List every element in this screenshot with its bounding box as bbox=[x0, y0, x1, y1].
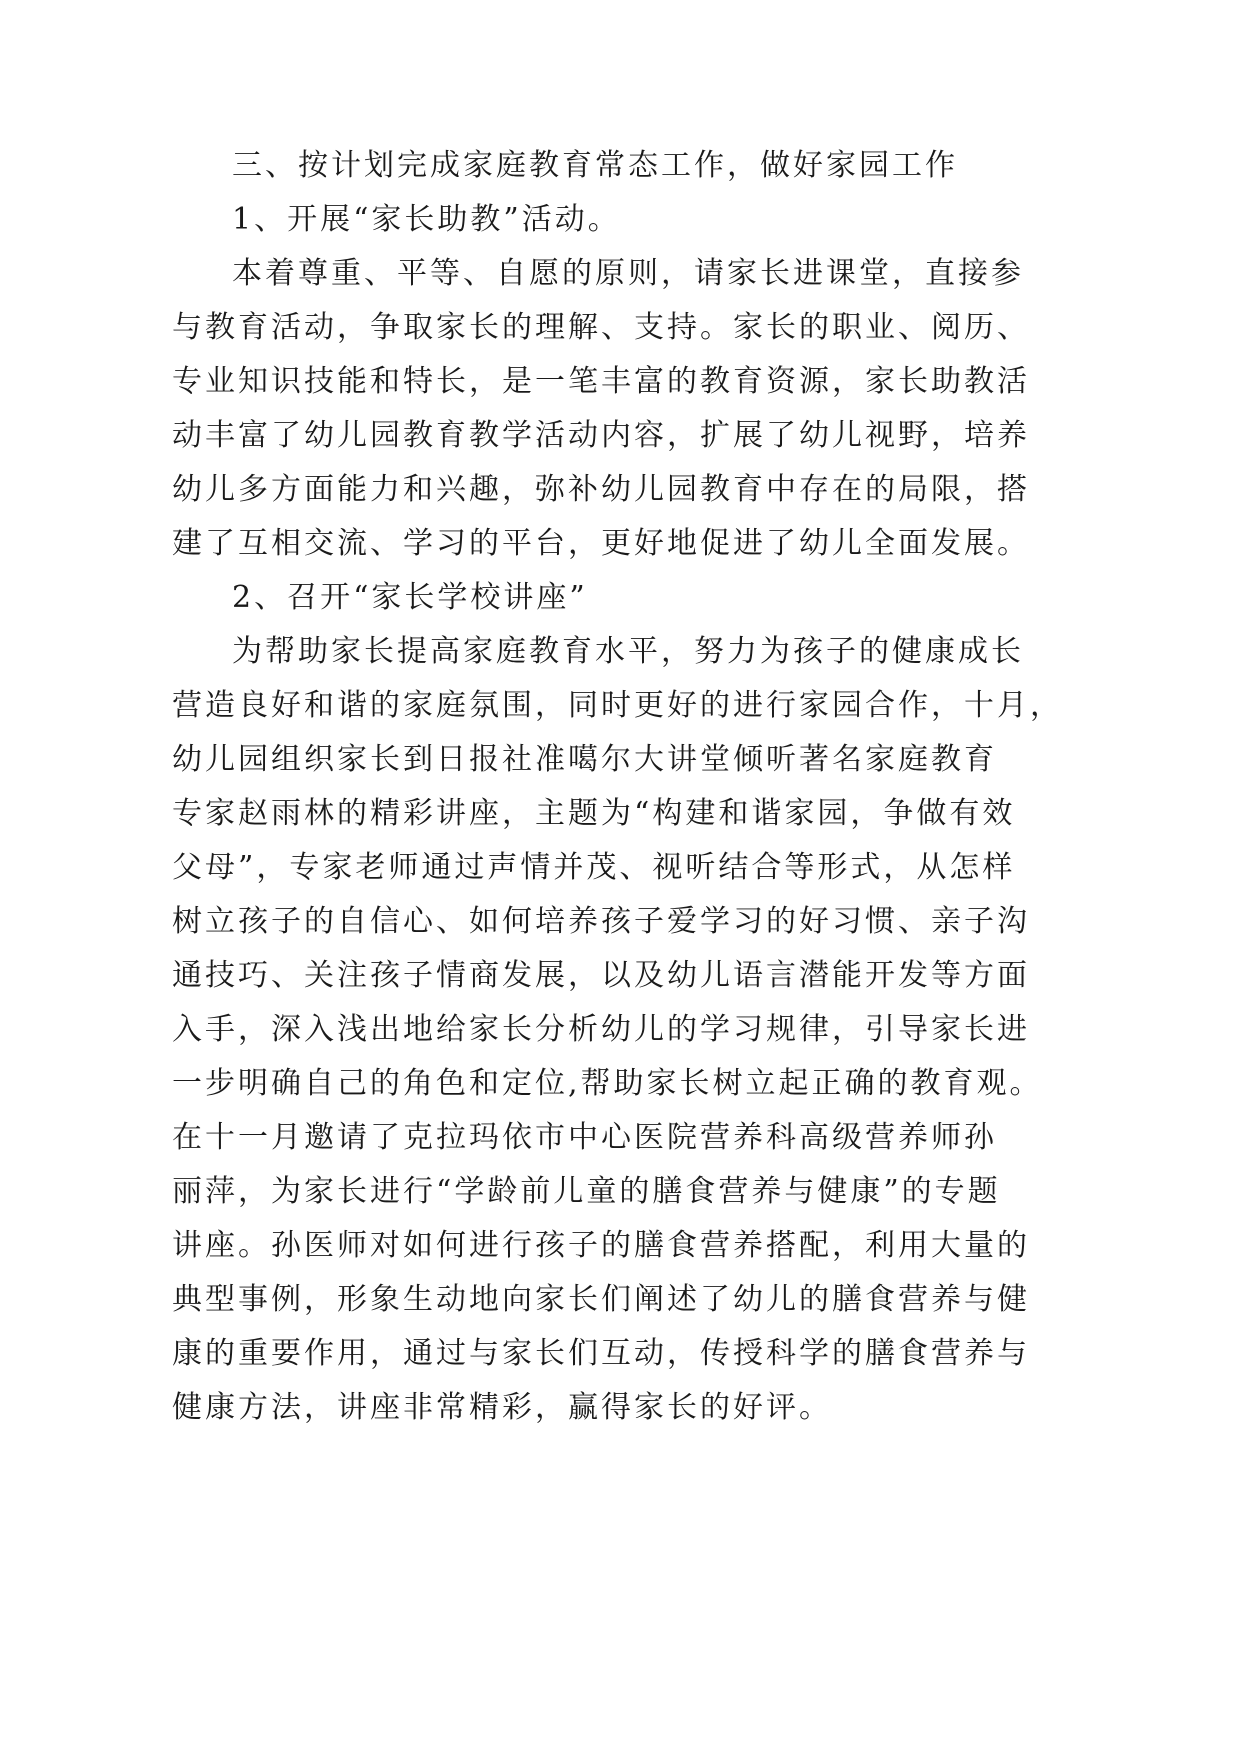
paragraph-line: 丽萍，为家长进行“学龄前儿童的膳食营养与健康”的专题 bbox=[172, 1174, 1001, 1209]
paragraph-line: 为帮助家长提高家庭教育水平，努力为孩子的健康成长 bbox=[232, 634, 1024, 669]
subsection-heading-parent-school: 2、召开“家长学校讲座” bbox=[232, 580, 588, 615]
paragraph-line: 幼儿多方面能力和兴趣，弥补幼儿园教育中存在的局限，搭 bbox=[172, 472, 1030, 507]
paragraph-line: 树立孩子的自信心、如何培养孩子爱学习的好习惯、亲子沟 bbox=[172, 904, 1030, 939]
paragraph-line: 在十一月邀请了克拉玛依市中心医院营养科高级营养师孙 bbox=[172, 1120, 997, 1155]
paragraph-line: 专业知识技能和特长，是一笔丰富的教育资源，家长助教活 bbox=[172, 364, 1030, 399]
paragraph-line: 与教育活动，争取家长的理解、支持。家长的职业、阅历、 bbox=[172, 310, 1030, 345]
paragraph-line: 通技巧、关注孩子情商发展，以及幼儿语言潜能开发等方面 bbox=[172, 958, 1030, 993]
paragraph-line: 一步明确自己的角色和定位,帮助家长树立起正确的教育观。 bbox=[172, 1066, 1043, 1101]
paragraph-line: 建了互相交流、学习的平台，更好地促进了幼儿全面发展。 bbox=[172, 526, 1030, 561]
paragraph-line: 健康方法，讲座非常精彩，赢得家长的好评。 bbox=[172, 1390, 832, 1425]
paragraph-line: 营造良好和谐的家庭氛围，同时更好的进行家园合作，十月， bbox=[172, 688, 1063, 723]
section-heading: 三、按计划完成家庭教育常态工作，做好家园工作 bbox=[232, 148, 958, 183]
paragraph-line: 康的重要作用，通过与家长们互动，传授科学的膳食营养与 bbox=[172, 1336, 1030, 1371]
paragraph-line: 专家赵雨林的精彩讲座，主题为“构建和谐家园，争做有效 bbox=[172, 796, 1016, 831]
paragraph-line: 本着尊重、平等、自愿的原则，请家长进课堂，直接参 bbox=[232, 256, 1024, 291]
paragraph-line: 动丰富了幼儿园教育教学活动内容，扩展了幼儿视野，培养 bbox=[172, 418, 1030, 453]
paragraph-line: 父母”，专家老师通过声情并茂、视听结合等形式，从怎样 bbox=[172, 850, 1016, 885]
paragraph-line: 讲座。孙医师对如何进行孩子的膳食营养搭配，利用大量的 bbox=[172, 1228, 1030, 1263]
paragraph-line: 幼儿园组织家长到日报社准噶尔大讲堂倾听著名家庭教育 bbox=[172, 742, 997, 777]
subsection-heading-parent-assistant: 1、开展“家长助教”活动。 bbox=[232, 202, 621, 237]
paragraph-line: 典型事例，形象生动地向家长们阐述了幼儿的膳食营养与健 bbox=[172, 1282, 1030, 1317]
paragraph-line: 入手，深入浅出地给家长分析幼儿的学习规律，引导家长进 bbox=[172, 1012, 1030, 1047]
